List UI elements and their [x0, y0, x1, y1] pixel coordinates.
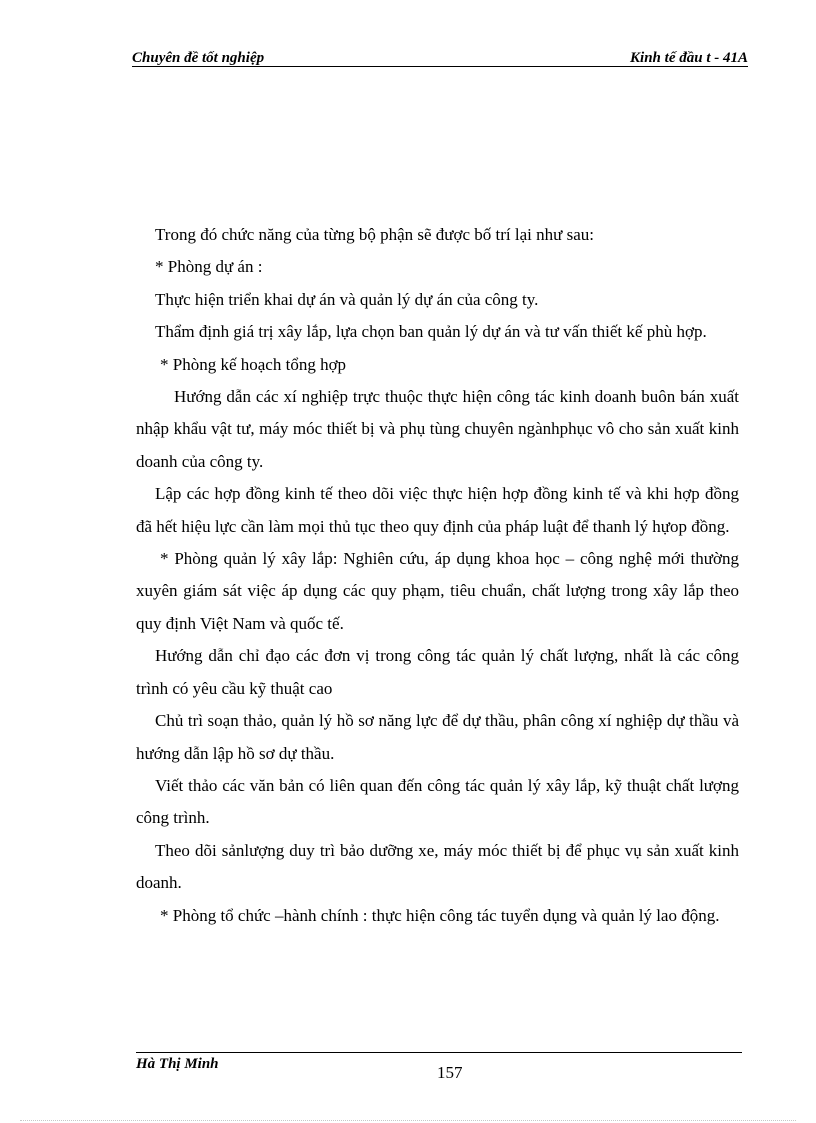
- paragraph: Hướng dẫn các xí nghiệp trực thuộc thực hiện công tác kinh doanh buôn bán xuất nhập khẩu vật tư, máy móc thiết bị và phụ tùng chuyên ngànhphục vô cho sản xuất kinh doanh của công ty.: [136, 387, 739, 471]
- paragraph-heading-admin-dept: * Phòng tổ chức –hành chính : thực hiện công tác tuyển dụng và quản lý lao động.: [160, 905, 720, 925]
- paragraph: Lập các hợp đồng kinh tế theo dõi việc thực hiện hợp đồng kinh tế và khi hợp đồng đã hết hiệu lực cần làm mọi thủ tục theo quy định của pháp luật để thanh lý hựop đồng.: [136, 484, 739, 536]
- page-number: 157: [437, 1063, 463, 1082]
- page-bottom-divider: [20, 1120, 796, 1121]
- paragraph-intro: Trong đó chức năng của từng bộ phận sẽ được bố trí lại như sau:: [155, 225, 594, 244]
- page-header: [132, 50, 748, 67]
- header-left-title: Chuyên đề tốt nghiệp: [132, 50, 265, 66]
- footer-author: Hà Thị Minh: [136, 1056, 219, 1072]
- paragraph: Thực hiện triển khai dự án và quản lý dự án của công ty.: [155, 289, 539, 309]
- paragraph-heading-project-dept: * Phòng dự án :: [155, 257, 263, 277]
- paragraph: Hướng dẫn chỉ đạo các đơn vị trong công tác quản lý chất lượng, nhất là các công trình có yêu cầu kỹ thuật cao: [136, 646, 739, 698]
- paragraph-heading-planning-dept: * Phòng kế hoạch tổng hợp: [160, 354, 347, 374]
- paragraph: Theo dõi sảnlượng duy trì bảo dưỡng xe, máy móc thiết bị để phục vụ sản xuất kinh doanh.: [136, 840, 739, 893]
- paragraph: Viết thảo các văn bản có liên quan đến công tác quản lý xây lắp, kỹ thuật chất lượng công trình.: [136, 775, 739, 828]
- footer-rule: [136, 1052, 742, 1053]
- body-text: [136, 219, 739, 932]
- paragraph: Chủ trì soạn thảo, quản lý hồ sơ năng lực để dự thầu, phân công xí nghiệp dự thầu và hướng dẫn lập hồ sơ dự thầu.: [136, 711, 739, 763]
- header-right-title: Kinh tế đầu t - 41A: [630, 50, 748, 66]
- paragraph-heading-construction-dept: * Phòng quản lý xây lắp: Nghiên cứu, áp dụng khoa học – công nghệ mới thường xuyên giám sát việc áp dụng các quy phạm, tiêu chuẩn, chất lượng trong xây lắp theo quy định Việt Nam và quốc tế.: [136, 549, 739, 633]
- paragraph: Thẩm định giá trị xây lắp, lựa chọn ban quản lý dự án và tư vấn thiết kế phù hợp.: [155, 322, 707, 342]
